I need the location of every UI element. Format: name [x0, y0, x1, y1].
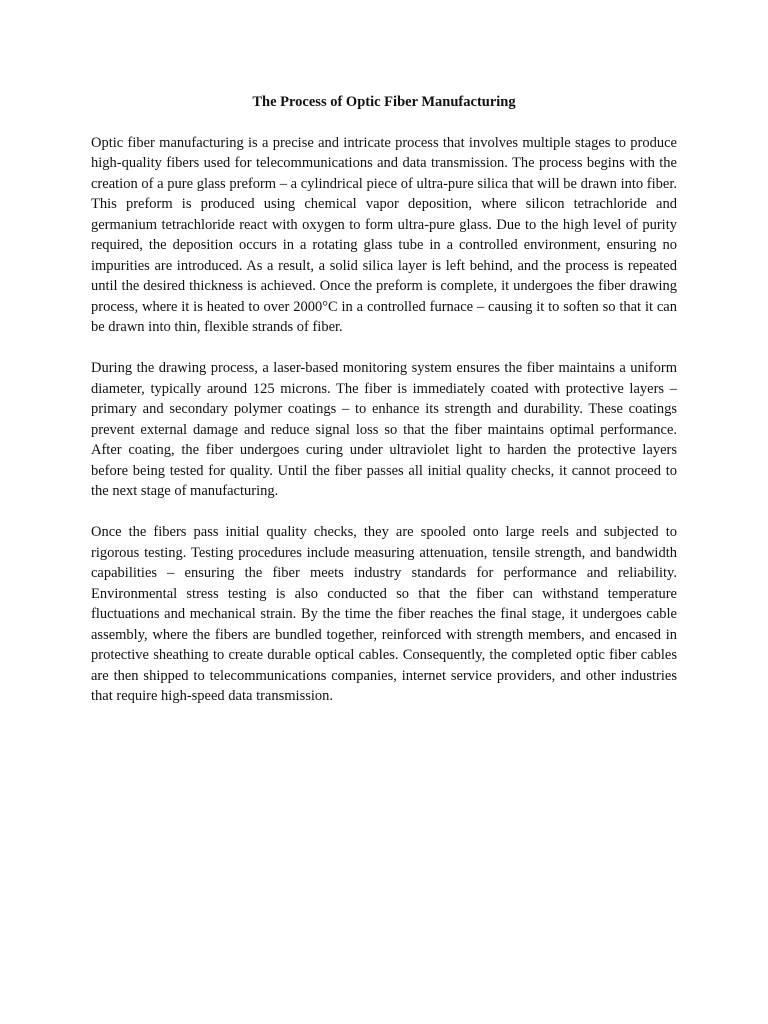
paragraph-3: Once the fibers pass initial quality checks, they are spooled onto large reels and subjected to rigorous testing. Testing procedures include measuring attenuation, tensile strength, and bandwidth capabilities – ensuring the fiber meets industry standards for performance and reliability. Environmental stress testing is also conducted so that the fiber can withstand temperature fluctuations and mechanical strain. By the time the fiber reaches the final stage, it undergoes cable assembly, where the fibers are bundled together, reinforced with strength members, and encased in protective sheathing to create durable optical cables. Consequently, the completed optic fiber cables are then shipped to telecommunications companies, internet service providers, and other industries that require high-speed data transmission. — [91, 524, 677, 704]
paragraph-1: Optic fiber manufacturing is a precise and intricate process that involves multiple stages to produce high-quality fibers used for telecommunications and data transmission. The process begins with the creation of a pure glass preform – a cylindrical piece of ultra-pure silica that will be drawn into fiber. This preform is produced using chemical vapor deposition, where silicon tetrachloride and germanium tetrachloride react with oxygen to form ultra-pure glass. Due to the high level of purity required, the deposition occurs in a rotating glass tube in a controlled environment, ensuring no impurities are introduced. As a result, a solid silica layer is left behind, and the process is repeated until the desired thickness is achieved. Once the preform is complete, it undergoes the fiber drawing process, where it is heated to over 2000°C in a controlled furnace – causing it to soften so that it can be drawn into thin, flexible strands of fiber. — [91, 134, 677, 335]
paragraph-2: During the drawing process, a laser-based monitoring system ensures the fiber maintains a uniform diameter, typically around 125 microns. The fiber is immediately coated with protective layers – primary and secondary polymer coatings – to enhance its strength and durability. These coatings prevent external damage and reduce signal loss so that the fiber maintains optimal performance. After coating, the fiber undergoes curing under ultraviolet light to harden the protective layers before being tested for quality. Until the fiber passes all initial quality checks, it cannot proceed to the next stage of manufacturing. — [91, 360, 677, 499]
document-title: The Process of Optic Fiber Manufacturing — [252, 94, 516, 110]
document-body — [91, 133, 677, 707]
